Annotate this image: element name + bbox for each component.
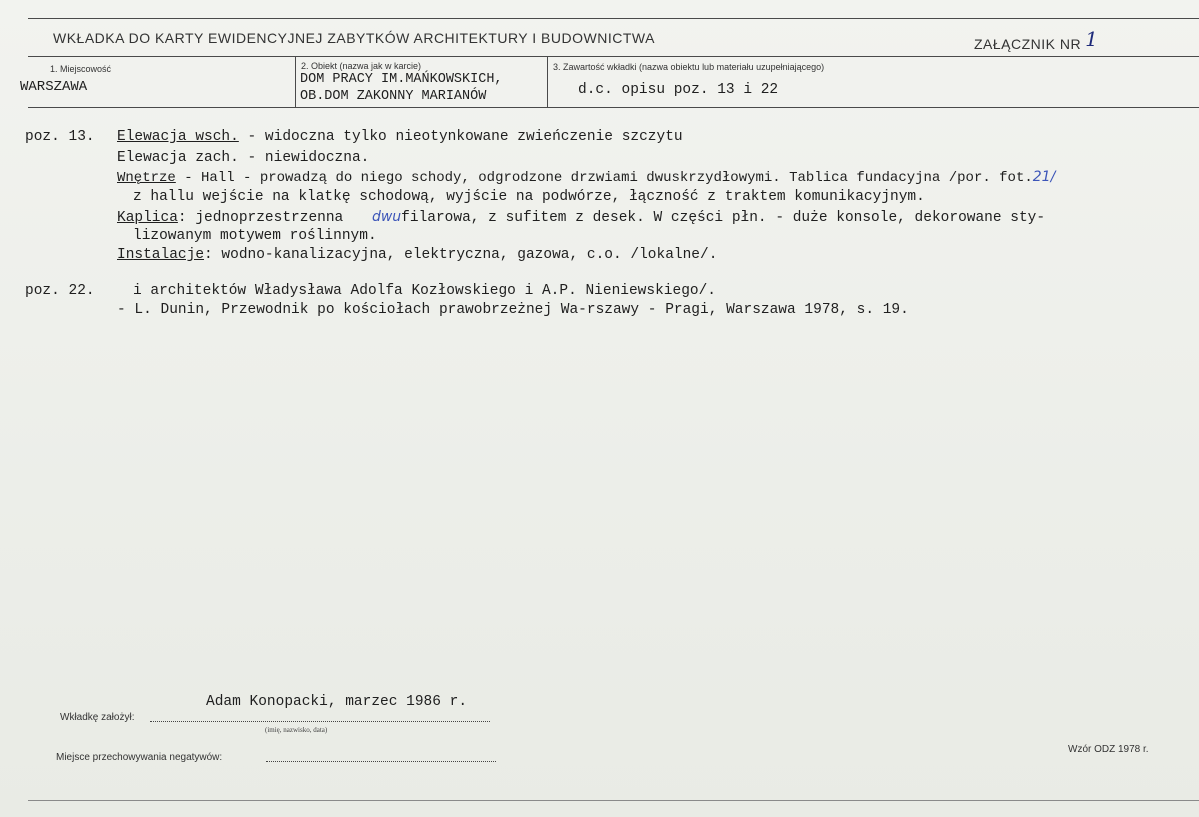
elevation-east-text: - widoczna tylko nieotynkowane zwieńczenie szczytu — [238, 129, 683, 145]
storage-line — [266, 760, 496, 762]
field-place-label: 1. Miejscowość — [50, 64, 112, 74]
ref-poz-22: poz. 22. — [25, 283, 95, 299]
field-content-label: 3. Zawartość wkładki (nazwa obiektu lub materiału uzupełniającego) — [553, 62, 825, 72]
line-interior — [117, 169, 1055, 186]
created-by-label: Wkładkę założył: — [60, 712, 135, 723]
line-chapel-cont: lizowanym motywem roślinnym. — [133, 228, 377, 244]
line-bibliography: - L. Dunin, Przewodnik po kościołach prawobrzeżnej Wa-rszawy - Pragi, Warszawa 1978, s. 19. — [117, 302, 909, 318]
annex-label: ZAŁĄCZNIK NR — [974, 36, 1082, 52]
line-elevation-west: Elewacja zach. - niewidoczna. — [117, 150, 370, 166]
interior-key: Wnętrze — [117, 170, 176, 186]
installations-text: : wodno-kanalizacyjna, elektryczna, gazowa, c.o. /lokalne/. — [204, 247, 718, 263]
author-signature: Adam Konopacki, marzec 1986 r. — [206, 694, 468, 710]
field-content-value: d.c. opisu poz. 13 i 22 — [578, 82, 779, 98]
field-object-line2: OB.DOM ZAKONNY MARIANÓW — [300, 89, 487, 104]
interior-text: - Hall - prowadzą do niego schody, odgrodzone drzwiami dwuskrzydłowymi. Tablica fundacyjna /por. fot. — [175, 170, 1033, 186]
installations-key: Instalacje — [117, 247, 205, 263]
field-object-line1: DOM PRACY IM.MAŃKOWSKICH, — [300, 72, 503, 87]
top-border — [28, 18, 1199, 19]
form-code: Wzór ODZ 1978 r. — [1068, 744, 1149, 755]
line-architects: i architektów Władysława Adolfa Kozłowskiego i A.P. Nieniewskiego/. — [133, 283, 716, 299]
storage-label: Miejsce przechowywania negatywów: — [56, 752, 223, 763]
chapel-key: Kaplica — [117, 210, 178, 226]
header-rule — [28, 56, 1199, 57]
line-interior-cont: z hallu wejście na klatkę schodową, wyjście na podwórze, łączność z traktem komunikacyjnym. — [133, 189, 925, 205]
chapel-handwritten: dwu — [371, 209, 402, 225]
line-elevation-east — [117, 129, 683, 145]
line-installations — [117, 247, 717, 263]
line-chapel — [117, 209, 1045, 226]
created-by-line — [150, 720, 490, 722]
annex-number: 1 — [1085, 27, 1099, 51]
field-object-label: 2. Obiekt (nazwa jak w karcie) — [301, 61, 422, 71]
ref-poz-13: poz. 13. — [25, 129, 95, 145]
chapel-text-b: filarowa, z sufitem z desek. W części płn. - duże konsole, dekorowane sty- — [401, 210, 1046, 226]
divider-1 — [295, 56, 296, 107]
divider-2 — [547, 56, 548, 107]
bottom-border — [28, 800, 1199, 801]
field-place-value: WARSZAWA — [20, 79, 88, 95]
created-by-hint: (imię, nazwisko, data) — [265, 726, 328, 734]
card-title: WKŁADKA DO KARTY EWIDENCYJNEJ ZABYTKÓW ARCHITEKTURY I BUDOWNICTWA — [53, 30, 655, 46]
chapel-text-a: : jednoprzestrzenna — [177, 210, 352, 226]
fields-rule — [28, 107, 1199, 108]
annex-heading — [974, 27, 1099, 54]
elevation-east-key: Elewacja wsch. — [117, 129, 239, 145]
interior-photo-ref: 21/ — [1032, 169, 1056, 185]
